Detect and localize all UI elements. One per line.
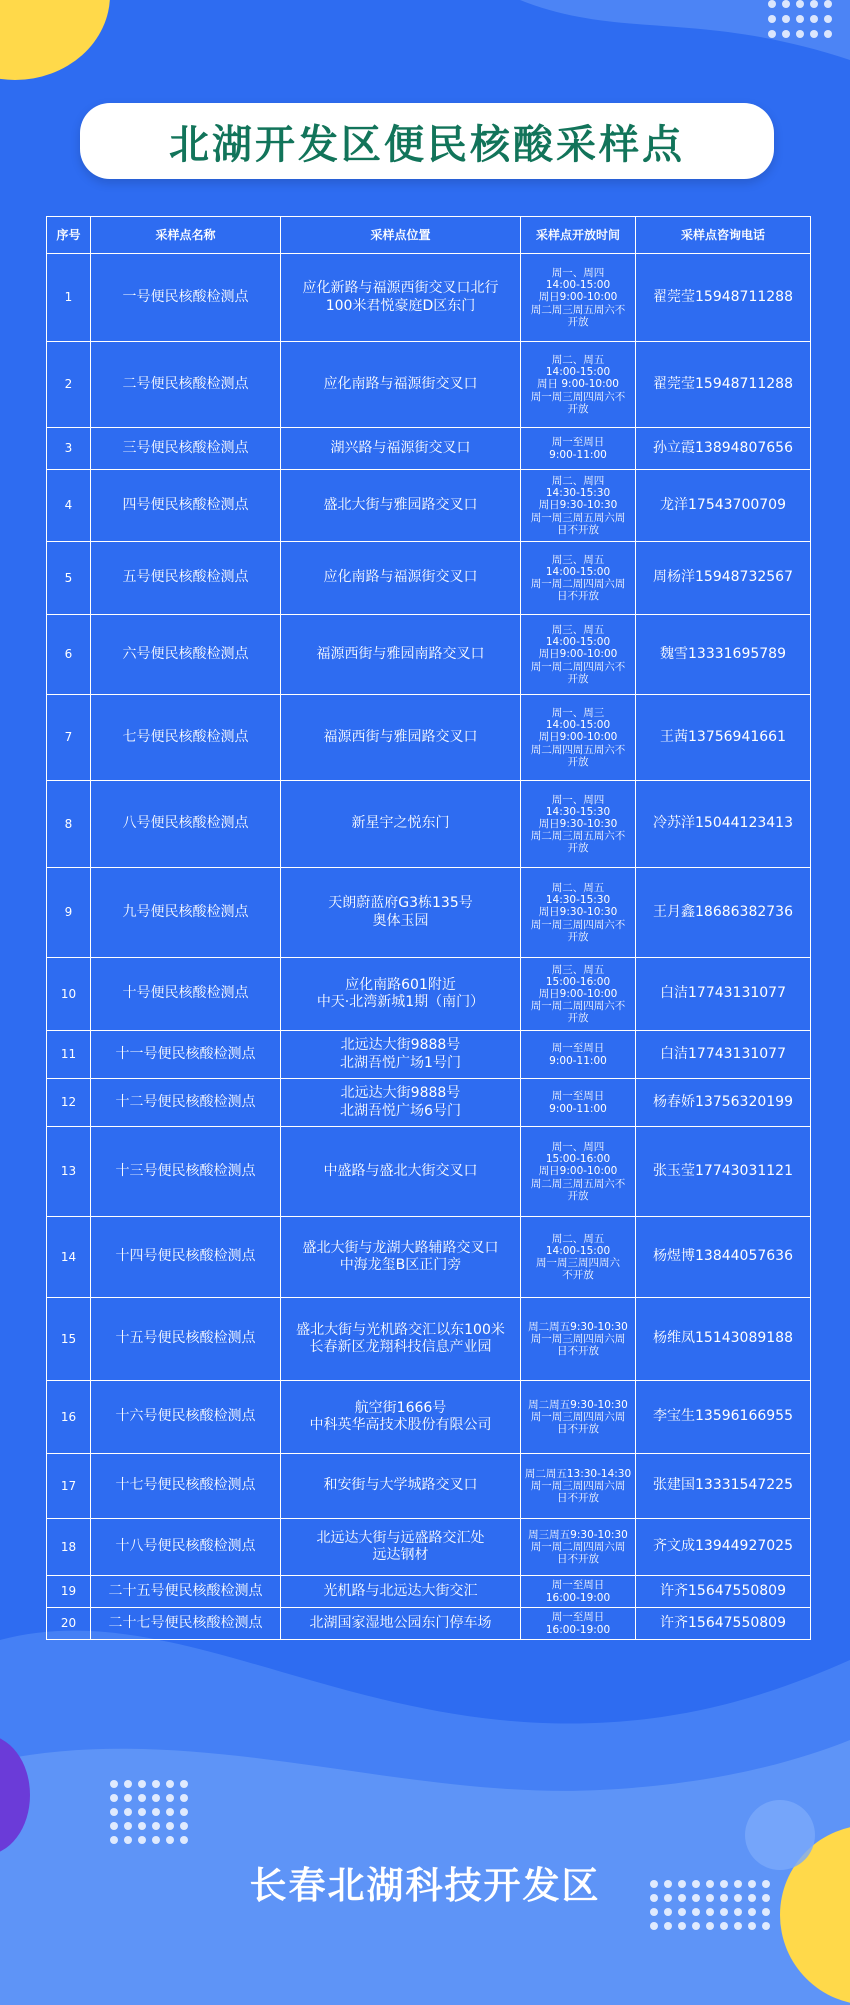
- open-time-line: 开放: [567, 930, 589, 943]
- row-index: 7: [47, 695, 91, 781]
- contact-phone: 龙洋17543700709: [636, 470, 811, 542]
- dot-pattern-top-right: [768, 0, 831, 38]
- open-time-line: 日不开放: [557, 1492, 599, 1505]
- site-name: 五号便民核酸检测点: [91, 542, 281, 615]
- site-location: [281, 428, 521, 470]
- site-location: [281, 1217, 521, 1298]
- row-index: 19: [47, 1576, 91, 1608]
- site-name: 十号便民核酸检测点: [91, 958, 281, 1031]
- open-time-line: 周一周三周四周六周: [530, 1332, 626, 1345]
- site-name: 十七号便民核酸检测点: [91, 1454, 281, 1519]
- row-index: 18: [47, 1519, 91, 1576]
- open-time-line: 开放: [567, 1012, 589, 1025]
- site-location-line: 新星宇之悦东门: [351, 815, 450, 832]
- site-location: [281, 470, 521, 542]
- table-header-row: [47, 217, 811, 254]
- open-time-line: 开放: [567, 842, 589, 855]
- header-site-name: 采样点名称: [91, 217, 281, 254]
- site-location-line: 天朗蔚蓝府G3栋135号: [328, 895, 473, 911]
- site-location-line: 中盛路与盛北大街交叉口: [323, 1162, 478, 1179]
- open-time-line: 14:30-15:30: [545, 805, 611, 818]
- open-time-line: 9:00-11:00: [549, 1054, 607, 1067]
- site-name: 一号便民核酸检测点: [91, 254, 281, 342]
- contact-phone: 翟莞莹15948711288: [636, 254, 811, 342]
- table-row: [47, 781, 811, 868]
- open-time-line: 14:00-15:00: [545, 565, 611, 578]
- row-index: 5: [47, 542, 91, 615]
- table-row: [47, 1454, 811, 1519]
- open-time-line: 周二周三周五周六不: [530, 303, 626, 316]
- site-location-line: 盛北大街与光机路交汇以东100米: [296, 1321, 505, 1338]
- row-index: 9: [47, 868, 91, 958]
- site-location: [281, 254, 521, 342]
- open-time-line: 周二周四周五周六不: [530, 743, 626, 756]
- site-name: 八号便民核酸检测点: [91, 781, 281, 868]
- open-time-line: 周一周二周四周六不: [530, 1000, 626, 1013]
- site-location-line: 奥体玉园: [372, 912, 429, 929]
- open-time-line: 周二、周五: [551, 882, 605, 895]
- site-location: [281, 1079, 521, 1127]
- site-location-line: 中海龙玺B区正门旁: [339, 1257, 462, 1273]
- open-time-line: 14:30-15:30: [545, 487, 611, 500]
- open-time-line: 14:30-15:30: [545, 894, 611, 907]
- open-time-line: 开放: [567, 315, 589, 328]
- site-location-line: 航空街1666号: [354, 1399, 447, 1416]
- row-index: 2: [47, 342, 91, 428]
- site-location: [281, 781, 521, 868]
- open-time-line: 开放: [567, 1189, 589, 1202]
- table-row: [47, 542, 811, 615]
- site-name: 四号便民核酸检测点: [91, 470, 281, 542]
- open-time: [521, 1298, 636, 1381]
- open-time-line: 周一、周四: [551, 1141, 605, 1154]
- open-time-line: 周三、周五: [551, 963, 605, 976]
- contact-phone: 杨煜博13844057636: [636, 1217, 811, 1298]
- site-location-line: 北远达大街与远盛路交汇处: [316, 1529, 485, 1546]
- contact-phone: 杨维凤15143089188: [636, 1298, 811, 1381]
- open-time-line: 周一周三周四周六周: [530, 1479, 626, 1492]
- row-index: 17: [47, 1454, 91, 1519]
- row-index: 15: [47, 1298, 91, 1381]
- site-location-line: 北湖国家湿地公园东门停车场: [309, 1614, 492, 1631]
- contact-phone: 张玉莹17743031121: [636, 1127, 811, 1217]
- open-time-line: 周日9:00-10:00: [538, 987, 618, 1000]
- site-name: 十五号便民核酸检测点: [91, 1298, 281, 1381]
- open-time-line: 周二周三周五周六不: [530, 1177, 626, 1190]
- header-phone: 采样点咨询电话: [636, 217, 811, 254]
- site-location-line: 远达钢材: [372, 1547, 429, 1563]
- site-location: [281, 868, 521, 958]
- open-time-line: 周二周三周五周六不: [530, 830, 626, 843]
- open-time-line: 周一周三周四周六周: [530, 1410, 626, 1423]
- open-time-line: 开放: [567, 672, 589, 685]
- open-time: [521, 470, 636, 542]
- site-name: 十二号便民核酸检测点: [91, 1079, 281, 1127]
- row-index: 20: [47, 1608, 91, 1640]
- open-time-line: 周一周三周五周六周: [530, 511, 626, 524]
- open-time-line: 周二周五13:30-14:30: [524, 1467, 632, 1480]
- open-time-line: 周一、周四: [551, 793, 605, 806]
- site-location: [281, 542, 521, 615]
- site-name: 十一号便民核酸检测点: [91, 1031, 281, 1079]
- open-time-line: 14:00-15:00: [545, 366, 611, 379]
- site-location-line: 盛北大街与龙湖大路辅路交叉口: [302, 1239, 499, 1256]
- site-location-line: 和安街与大学城路交叉口: [323, 1477, 478, 1494]
- open-time-line: 周一、周三: [551, 707, 605, 720]
- row-index: 8: [47, 781, 91, 868]
- site-location-line: 中天·北湾新城1期（南门）: [316, 994, 485, 1010]
- open-time: [521, 542, 636, 615]
- open-time-line: 周一至周日: [551, 1611, 605, 1624]
- open-time-line: 周日 9:00-10:00: [537, 378, 619, 391]
- open-time: [521, 1381, 636, 1454]
- contact-phone: 齐文成13944927025: [636, 1519, 811, 1576]
- open-time-line: 16:00-19:00: [545, 1623, 611, 1636]
- site-name: 二十五号便民核酸检测点: [91, 1576, 281, 1608]
- table-row: [47, 1217, 811, 1298]
- page-title: 北湖开发区便民核酸采样点: [169, 121, 685, 168]
- row-index: 6: [47, 615, 91, 695]
- open-time: [521, 781, 636, 868]
- site-location: [281, 1519, 521, 1576]
- site-location-line: 北远达大街9888号: [340, 1037, 461, 1053]
- open-time-line: 周一至周日: [551, 1042, 605, 1055]
- open-time: [521, 428, 636, 470]
- contact-phone: 冷苏洋15044123413: [636, 781, 811, 868]
- site-name: 十三号便民核酸检测点: [91, 1127, 281, 1217]
- open-time: [521, 1217, 636, 1298]
- open-time-line: 周一周二周四周六不: [530, 660, 626, 673]
- open-time-line: 周一至周日: [551, 1090, 605, 1103]
- contact-phone: 张建国13331547225: [636, 1454, 811, 1519]
- open-time: [521, 254, 636, 342]
- open-time: [521, 342, 636, 428]
- open-time-line: 9:00-11:00: [549, 448, 607, 461]
- open-time: [521, 1454, 636, 1519]
- open-time-line: 14:00-15:00: [545, 1244, 611, 1257]
- site-name: 六号便民核酸检测点: [91, 615, 281, 695]
- site-location-line: 应化南路与福源街交叉口: [323, 375, 478, 392]
- row-index: 14: [47, 1217, 91, 1298]
- table-row: [47, 958, 811, 1031]
- table-row: [47, 1576, 811, 1608]
- site-location: [281, 1381, 521, 1454]
- site-location-line: 北湖吾悦广场6号门: [340, 1102, 461, 1119]
- table-row: [47, 1608, 811, 1640]
- table-row: [47, 1127, 811, 1217]
- site-location: [281, 615, 521, 695]
- site-location-line: 盛北大街与雅园路交叉口: [323, 496, 478, 513]
- open-time: [521, 1031, 636, 1079]
- site-name: 七号便民核酸检测点: [91, 695, 281, 781]
- open-time-line: 周日9:30-10:30: [538, 906, 618, 919]
- open-time: [521, 1576, 636, 1608]
- open-time-line: 周一周三周四周六不: [530, 390, 626, 403]
- table-row: [47, 1079, 811, 1127]
- open-time-line: 周二、周五: [551, 1232, 605, 1245]
- open-time-line: 14:00-15:00: [545, 719, 611, 732]
- site-location-line: 湖兴路与福源街交叉口: [330, 439, 471, 456]
- open-time-line: 开放: [567, 402, 589, 415]
- contact-phone: 杨春娇13756320199: [636, 1079, 811, 1127]
- site-location: [281, 1576, 521, 1608]
- site-location: [281, 1608, 521, 1640]
- row-index: 1: [47, 254, 91, 342]
- open-time-line: 9:00-11:00: [549, 1102, 607, 1115]
- site-location-line: 北远达大街9888号: [340, 1085, 461, 1101]
- table-row: [47, 1381, 811, 1454]
- open-time-line: 14:00-15:00: [545, 636, 611, 649]
- open-time: [521, 615, 636, 695]
- open-time-line: 周日9:00-10:00: [538, 1165, 618, 1178]
- dot-pattern-bottom-left: [110, 1780, 188, 1844]
- open-time: [521, 1519, 636, 1576]
- open-time-line: 周一至周日: [551, 1579, 605, 1592]
- table-row: [47, 1519, 811, 1576]
- site-location: [281, 1454, 521, 1519]
- row-index: 11: [47, 1031, 91, 1079]
- site-location: [281, 958, 521, 1031]
- open-time-line: 日不开放: [557, 1423, 599, 1436]
- open-time-line: 日不开放: [557, 1345, 599, 1358]
- site-location-line: 光机路与北远达大街交汇: [323, 1582, 478, 1599]
- contact-phone: 许齐15647550809: [636, 1608, 811, 1640]
- site-name: 十八号便民核酸检测点: [91, 1519, 281, 1576]
- open-time-line: 日不开放: [557, 590, 599, 603]
- row-index: 13: [47, 1127, 91, 1217]
- site-location: [281, 1031, 521, 1079]
- site-location-line: 应化新路与福源西街交叉口北行: [302, 280, 499, 296]
- row-index: 12: [47, 1079, 91, 1127]
- row-index: 3: [47, 428, 91, 470]
- open-time-line: 16:00-19:00: [545, 1591, 611, 1604]
- open-time: [521, 1127, 636, 1217]
- open-time-line: 周三、周五: [551, 553, 605, 566]
- contact-phone: 魏雪13331695789: [636, 615, 811, 695]
- contact-phone: 许齐15647550809: [636, 1576, 811, 1608]
- header-site-location: 采样点位置: [281, 217, 521, 254]
- site-location-line: 福源西街与雅园路交叉口: [323, 728, 478, 745]
- open-time-line: 周一周二周四周六周: [530, 1540, 626, 1553]
- open-time-line: 周一至周日: [551, 436, 605, 449]
- table-row: [47, 695, 811, 781]
- header-index: 序号: [47, 217, 91, 254]
- site-name: 十四号便民核酸检测点: [91, 1217, 281, 1298]
- open-time-line: 周一、周四: [551, 267, 605, 280]
- open-time-line: 周二、周四: [551, 475, 605, 488]
- open-time-line: 开放: [567, 755, 589, 768]
- open-time-line: 周一周二周四周六周: [530, 578, 626, 590]
- table-row: [47, 342, 811, 428]
- row-index: 16: [47, 1381, 91, 1454]
- table-row: [47, 868, 811, 958]
- open-time-line: 周日9:00-10:00: [538, 291, 618, 304]
- open-time-line: 不开放: [562, 1269, 594, 1282]
- open-time-line: 周日9:00-10:00: [538, 731, 618, 744]
- table-row: [47, 1031, 811, 1079]
- open-time-line: 周一周三周四周六不: [530, 918, 626, 931]
- site-location-line: 100米君悦豪庭D区东门: [325, 297, 476, 314]
- table-row: [47, 470, 811, 542]
- open-time: [521, 958, 636, 1031]
- table-row: [47, 615, 811, 695]
- open-time-line: 周二周五9:30-10:30: [528, 1320, 628, 1333]
- open-time: [521, 868, 636, 958]
- contact-phone: 孙立霞13894807656: [636, 428, 811, 470]
- title-banner: [80, 103, 774, 179]
- open-time-line: 14:00-15:00: [545, 279, 611, 292]
- open-time: [521, 1608, 636, 1640]
- open-time-line: 周二、周五: [551, 354, 605, 367]
- contact-phone: 王茜13756941661: [636, 695, 811, 781]
- open-time: [521, 1079, 636, 1127]
- table-row: [47, 254, 811, 342]
- row-index: 10: [47, 958, 91, 1031]
- site-location-line: 应化南路601附近: [345, 976, 456, 993]
- site-location: [281, 695, 521, 781]
- open-time-line: 周一周三周四周六: [536, 1257, 620, 1269]
- site-location: [281, 342, 521, 428]
- site-location: [281, 1127, 521, 1217]
- open-time-line: 日不开放: [557, 523, 599, 536]
- contact-phone: 王月鑫18686382736: [636, 868, 811, 958]
- table-row: [47, 1298, 811, 1381]
- contact-phone: 李宝生13596166955: [636, 1381, 811, 1454]
- sampling-sites-table: [46, 216, 811, 1640]
- footer-org-name: 长春北湖科技开发区: [249, 1864, 601, 1907]
- site-name: 九号便民核酸检测点: [91, 868, 281, 958]
- site-location-line: 中科英华高技术股份有限公司: [309, 1417, 492, 1433]
- site-name: 三号便民核酸检测点: [91, 428, 281, 470]
- header-open-time: 采样点开放时间: [521, 217, 636, 254]
- open-time-line: 周三周五9:30-10:30: [528, 1528, 628, 1541]
- contact-phone: 白洁17743131077: [636, 958, 811, 1031]
- row-index: 4: [47, 470, 91, 542]
- open-time-line: 周日9:30-10:30: [538, 499, 618, 512]
- site-location-line: 长春新区龙翔科技信息产业园: [309, 1339, 492, 1355]
- site-name: 二号便民核酸检测点: [91, 342, 281, 428]
- site-location: [281, 1298, 521, 1381]
- open-time-line: 15:00-16:00: [545, 1153, 611, 1166]
- table-row: [47, 428, 811, 470]
- site-name: 十六号便民核酸检测点: [91, 1381, 281, 1454]
- site-location-line: 应化南路与福源街交叉口: [323, 569, 478, 586]
- site-name: 二十七号便民核酸检测点: [91, 1608, 281, 1640]
- open-time-line: 日不开放: [557, 1553, 599, 1566]
- site-location-line: 北湖吾悦广场1号门: [340, 1054, 461, 1071]
- contact-phone: 周杨洋15948732567: [636, 542, 811, 615]
- contact-phone: 白洁17743131077: [636, 1031, 811, 1079]
- contact-phone: 翟莞莹15948711288: [636, 342, 811, 428]
- open-time-line: 周日9:30-10:30: [538, 817, 618, 830]
- open-time-line: 周三、周五: [551, 624, 605, 637]
- site-location-line: 福源西街与雅园南路交叉口: [316, 645, 485, 662]
- open-time-line: 周日9:00-10:00: [538, 648, 618, 661]
- open-time-line: 15:00-16:00: [545, 975, 611, 988]
- open-time-line: 周二周五9:30-10:30: [528, 1398, 628, 1411]
- open-time: [521, 695, 636, 781]
